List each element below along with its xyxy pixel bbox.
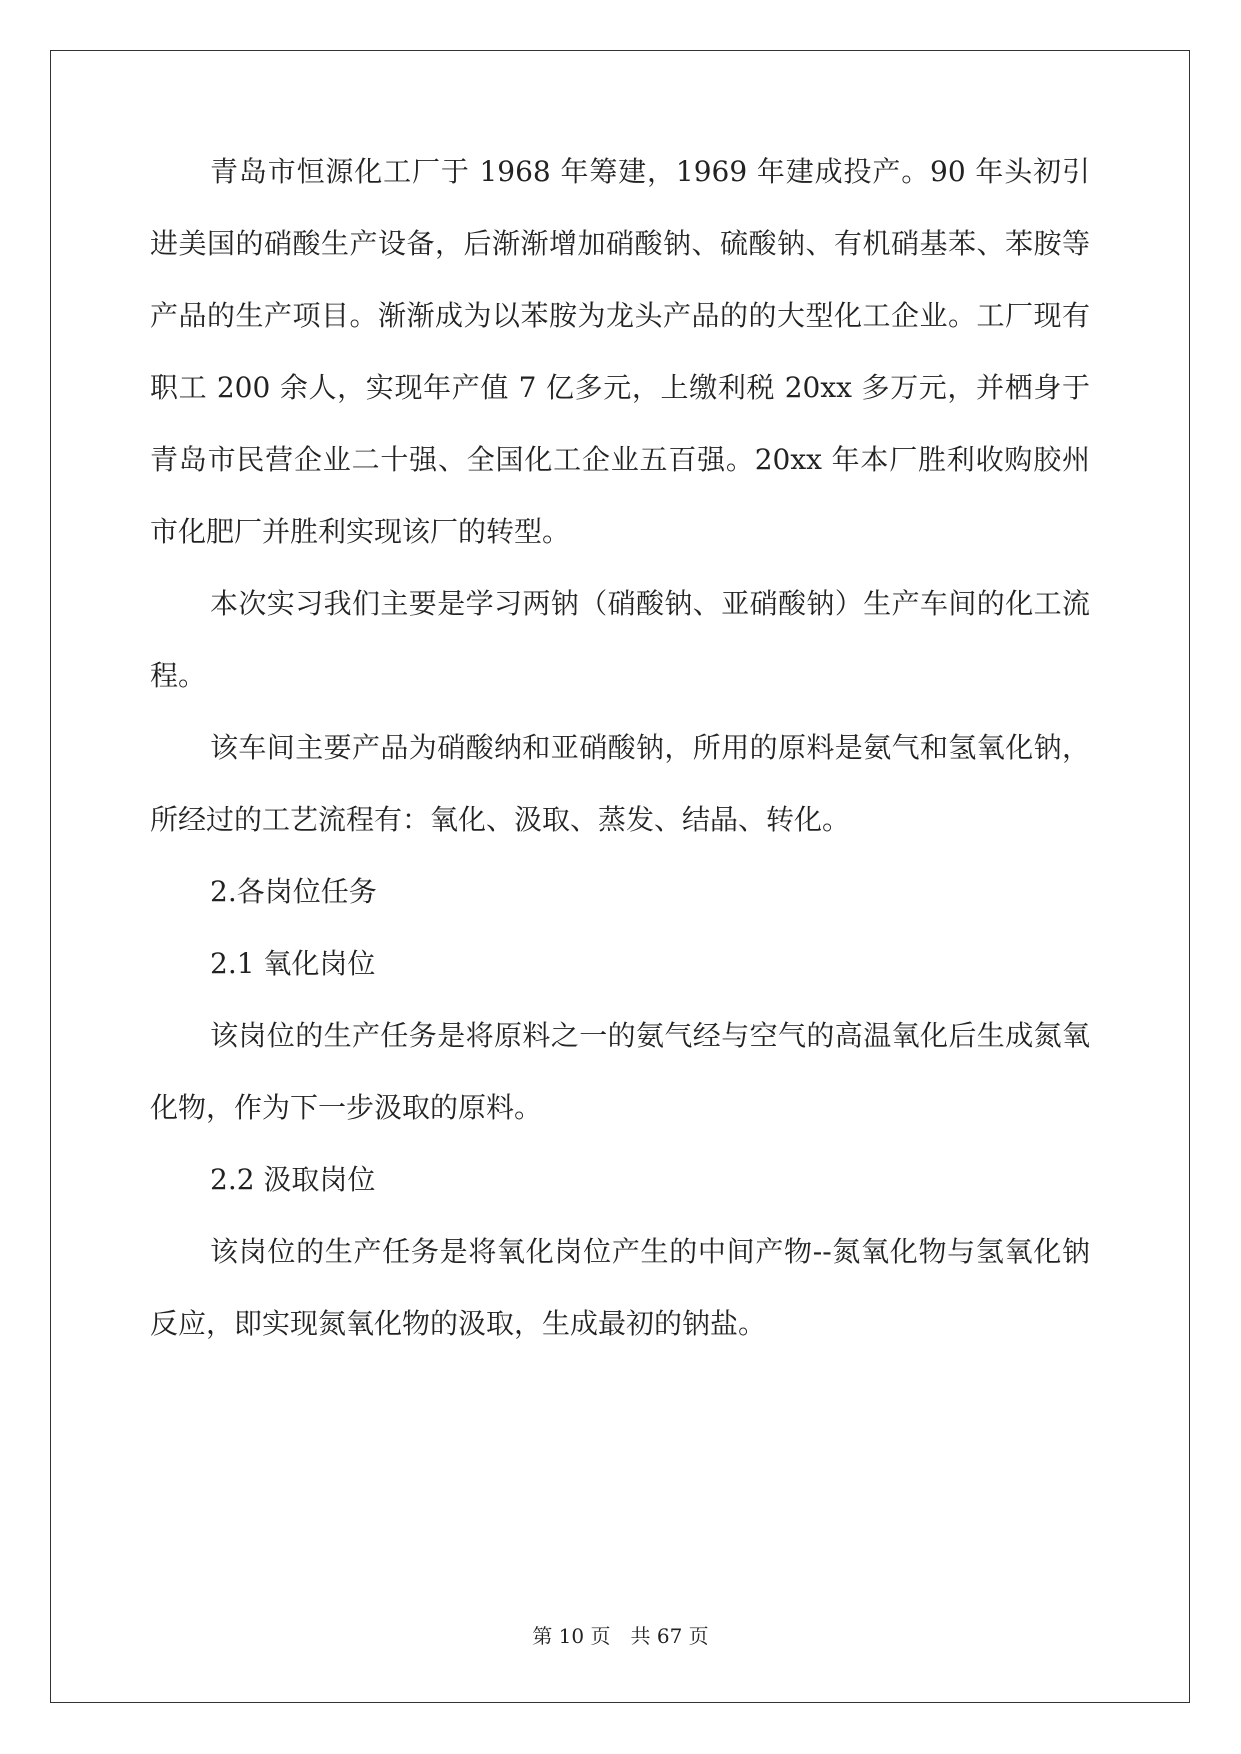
- section-heading-oxidation: 2.1 氧化岗位: [210, 947, 376, 980]
- paragraph-workshop: 该车间主要产品为硝酸纳和亚硝酸钠，所用的原料是氨气和氢氧化钠，所经过的工艺流程有：氧化、汲取、蒸发、结晶、转化。: [150, 731, 1090, 836]
- paragraph-internship: 本次实习我们主要是学习两钠（硝酸钠、亚硝酸钠）生产车间的化工流程。: [150, 587, 1090, 692]
- page-number-footer: 第 10 页 共 67 页: [532, 1624, 709, 1648]
- section-heading-tasks: 2.各岗位任务: [210, 875, 377, 908]
- paragraph-intro: 青岛市恒源化工厂于 1968 年筹建，1969 年建成投产。90 年头初引进美国的硝酸生产设备，后渐渐增加硝酸钠、硫酸钠、有机硝基苯、苯胺等产品的生产项目。渐渐成为以苯胺为龙头产品的的大型化工企业。工厂现有职工 200 余人，实现年产值 7 亿多元，上缴利税 20xx 多万元，并栖身于青岛市民营企业二十强、全国化工企业五百强。20xx 年本厂胜利收购胶州市化肥厂并胜利实现该厂的转型。: [150, 155, 1090, 548]
- paragraph-oxidation: 该岗位的生产任务是将原料之一的氨气经与空气的高温氧化后生成氮氧化物，作为下一步汲取的原料。: [150, 1019, 1090, 1124]
- section-heading-absorption: 2.2 汲取岗位: [210, 1163, 376, 1196]
- paragraph-absorption: 该岗位的生产任务是将氧化岗位产生的中间产物--氮氧化物与氢氧化钠反应，即实现氮氧化物的汲取，生成最初的钠盐。: [150, 1235, 1090, 1340]
